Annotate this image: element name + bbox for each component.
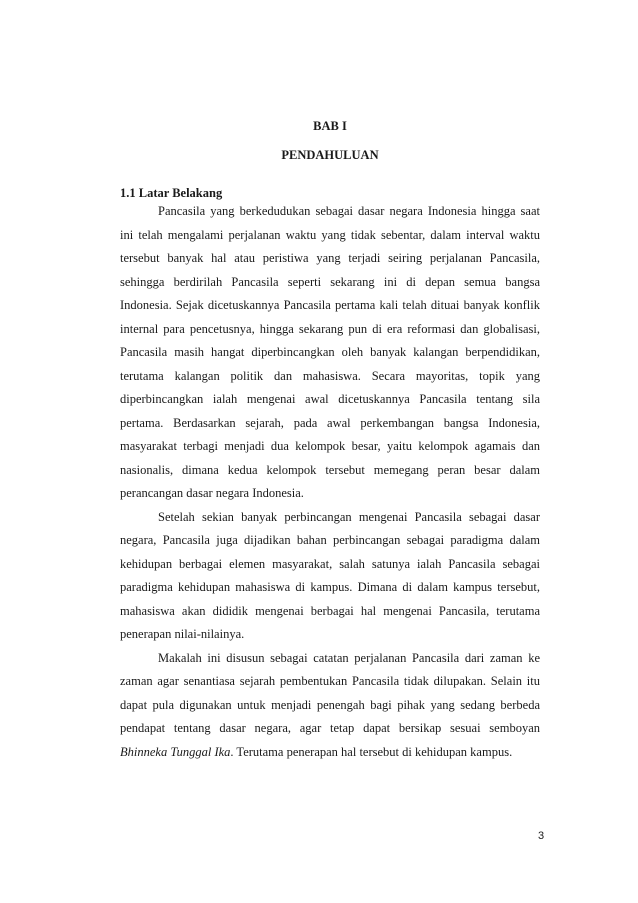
section-heading: 1.1 Latar Belakang [120, 186, 223, 200]
text-line: Setelah sekian banyak perbincangan mengenai Pancasila sebagai dasar [158, 509, 540, 524]
text-line: perancangan dasar negara Indonesia. [120, 486, 304, 500]
text-line: nasionalis, dimana kedua kelompok tersebut memegang peran besar dalam [120, 462, 540, 477]
text-line: masyarakat terbagi menjadi dua kelompok besar, yaitu kelompok agamais dan [120, 439, 540, 453]
text-line: tersebut banyak hal atau peristiwa yang terjadi seiring perjalanan Pancasila, [120, 251, 540, 265]
text-line: pertama. Berdasarkan sejarah, pada awal perkembangan bangsa Indonesia, [120, 415, 540, 430]
motto-italic: Bhinneka Tunggal Ika [120, 744, 231, 759]
text-line: internal para pencetusnya, hingga sekarang pun di era reformasi dan globalisasi, [120, 321, 540, 336]
paragraph [120, 647, 540, 765]
text-line: ini telah mengalami perjalanan waktu yang tidak sebentar, dalam interval waktu [120, 227, 540, 242]
paragraph [120, 200, 540, 506]
body-text [120, 200, 540, 764]
text-line: diperbincangkan ialah mengenai awal dicetuskannya Pancasila tentang sila [120, 392, 540, 406]
text-line: Makalah ini disusun sebagai catatan perjalanan Pancasila dari zaman ke [158, 650, 540, 665]
text-line: mahasiswa akan dididik mengenai berbagai hal mengenai Pancasila, terutama [120, 603, 540, 618]
text-line: pendapat tentang dasar negara, agar tetap dapat bersikap sesuai semboyan [120, 721, 540, 735]
text-line: dapat pula digunakan untuk menjadi penengah bagi pihak yang sedang berbeda [120, 697, 540, 712]
text-line: penerapan nilai-nilainya. [120, 627, 245, 641]
text-line: paradigma kehidupan mahasiswa di kampus. Dimana di dalam kampus tersebut, [120, 580, 540, 594]
text-line: zaman agar senantiasa sejarah pembentukan Pancasila tidak dilupakan. Selain itu [120, 674, 540, 688]
text-fragment: . Terutama penerapan hal tersebut di kehidupan kampus. [230, 744, 513, 759]
text-line [120, 741, 540, 765]
text-line: sehingga berdirilah Pancasila seperti sekarang ini di depan semua bangsa [120, 274, 540, 289]
page-number: 3 [538, 830, 545, 842]
text-line: Pancasila yang berkedudukan sebagai dasar negara Indonesia hingga saat [158, 204, 540, 218]
text-line: negara, Pancasila juga dijadikan bahan perbincangan sebagai paradigma dalam [120, 533, 540, 547]
chapter-label: BAB I [313, 119, 347, 133]
text-line: terutama kalangan politik dan mahasiswa. Secara mayoritas, topik yang [120, 368, 540, 383]
text-line: kehidupan berbagai elemen masyarakat, salah satunya ialah Pancasila sebagai [120, 556, 540, 571]
chapter-header [120, 118, 540, 163]
chapter-title: PENDAHULUAN [281, 148, 379, 162]
text-line: Pancasila masih hangat diperbincangkan oleh banyak kalangan berpendidikan, [120, 345, 540, 359]
text-line: Indonesia. Sejak dicetuskannya Pancasila pertama kali telah dituai banyak konflik [120, 298, 540, 312]
paragraph [120, 506, 540, 647]
